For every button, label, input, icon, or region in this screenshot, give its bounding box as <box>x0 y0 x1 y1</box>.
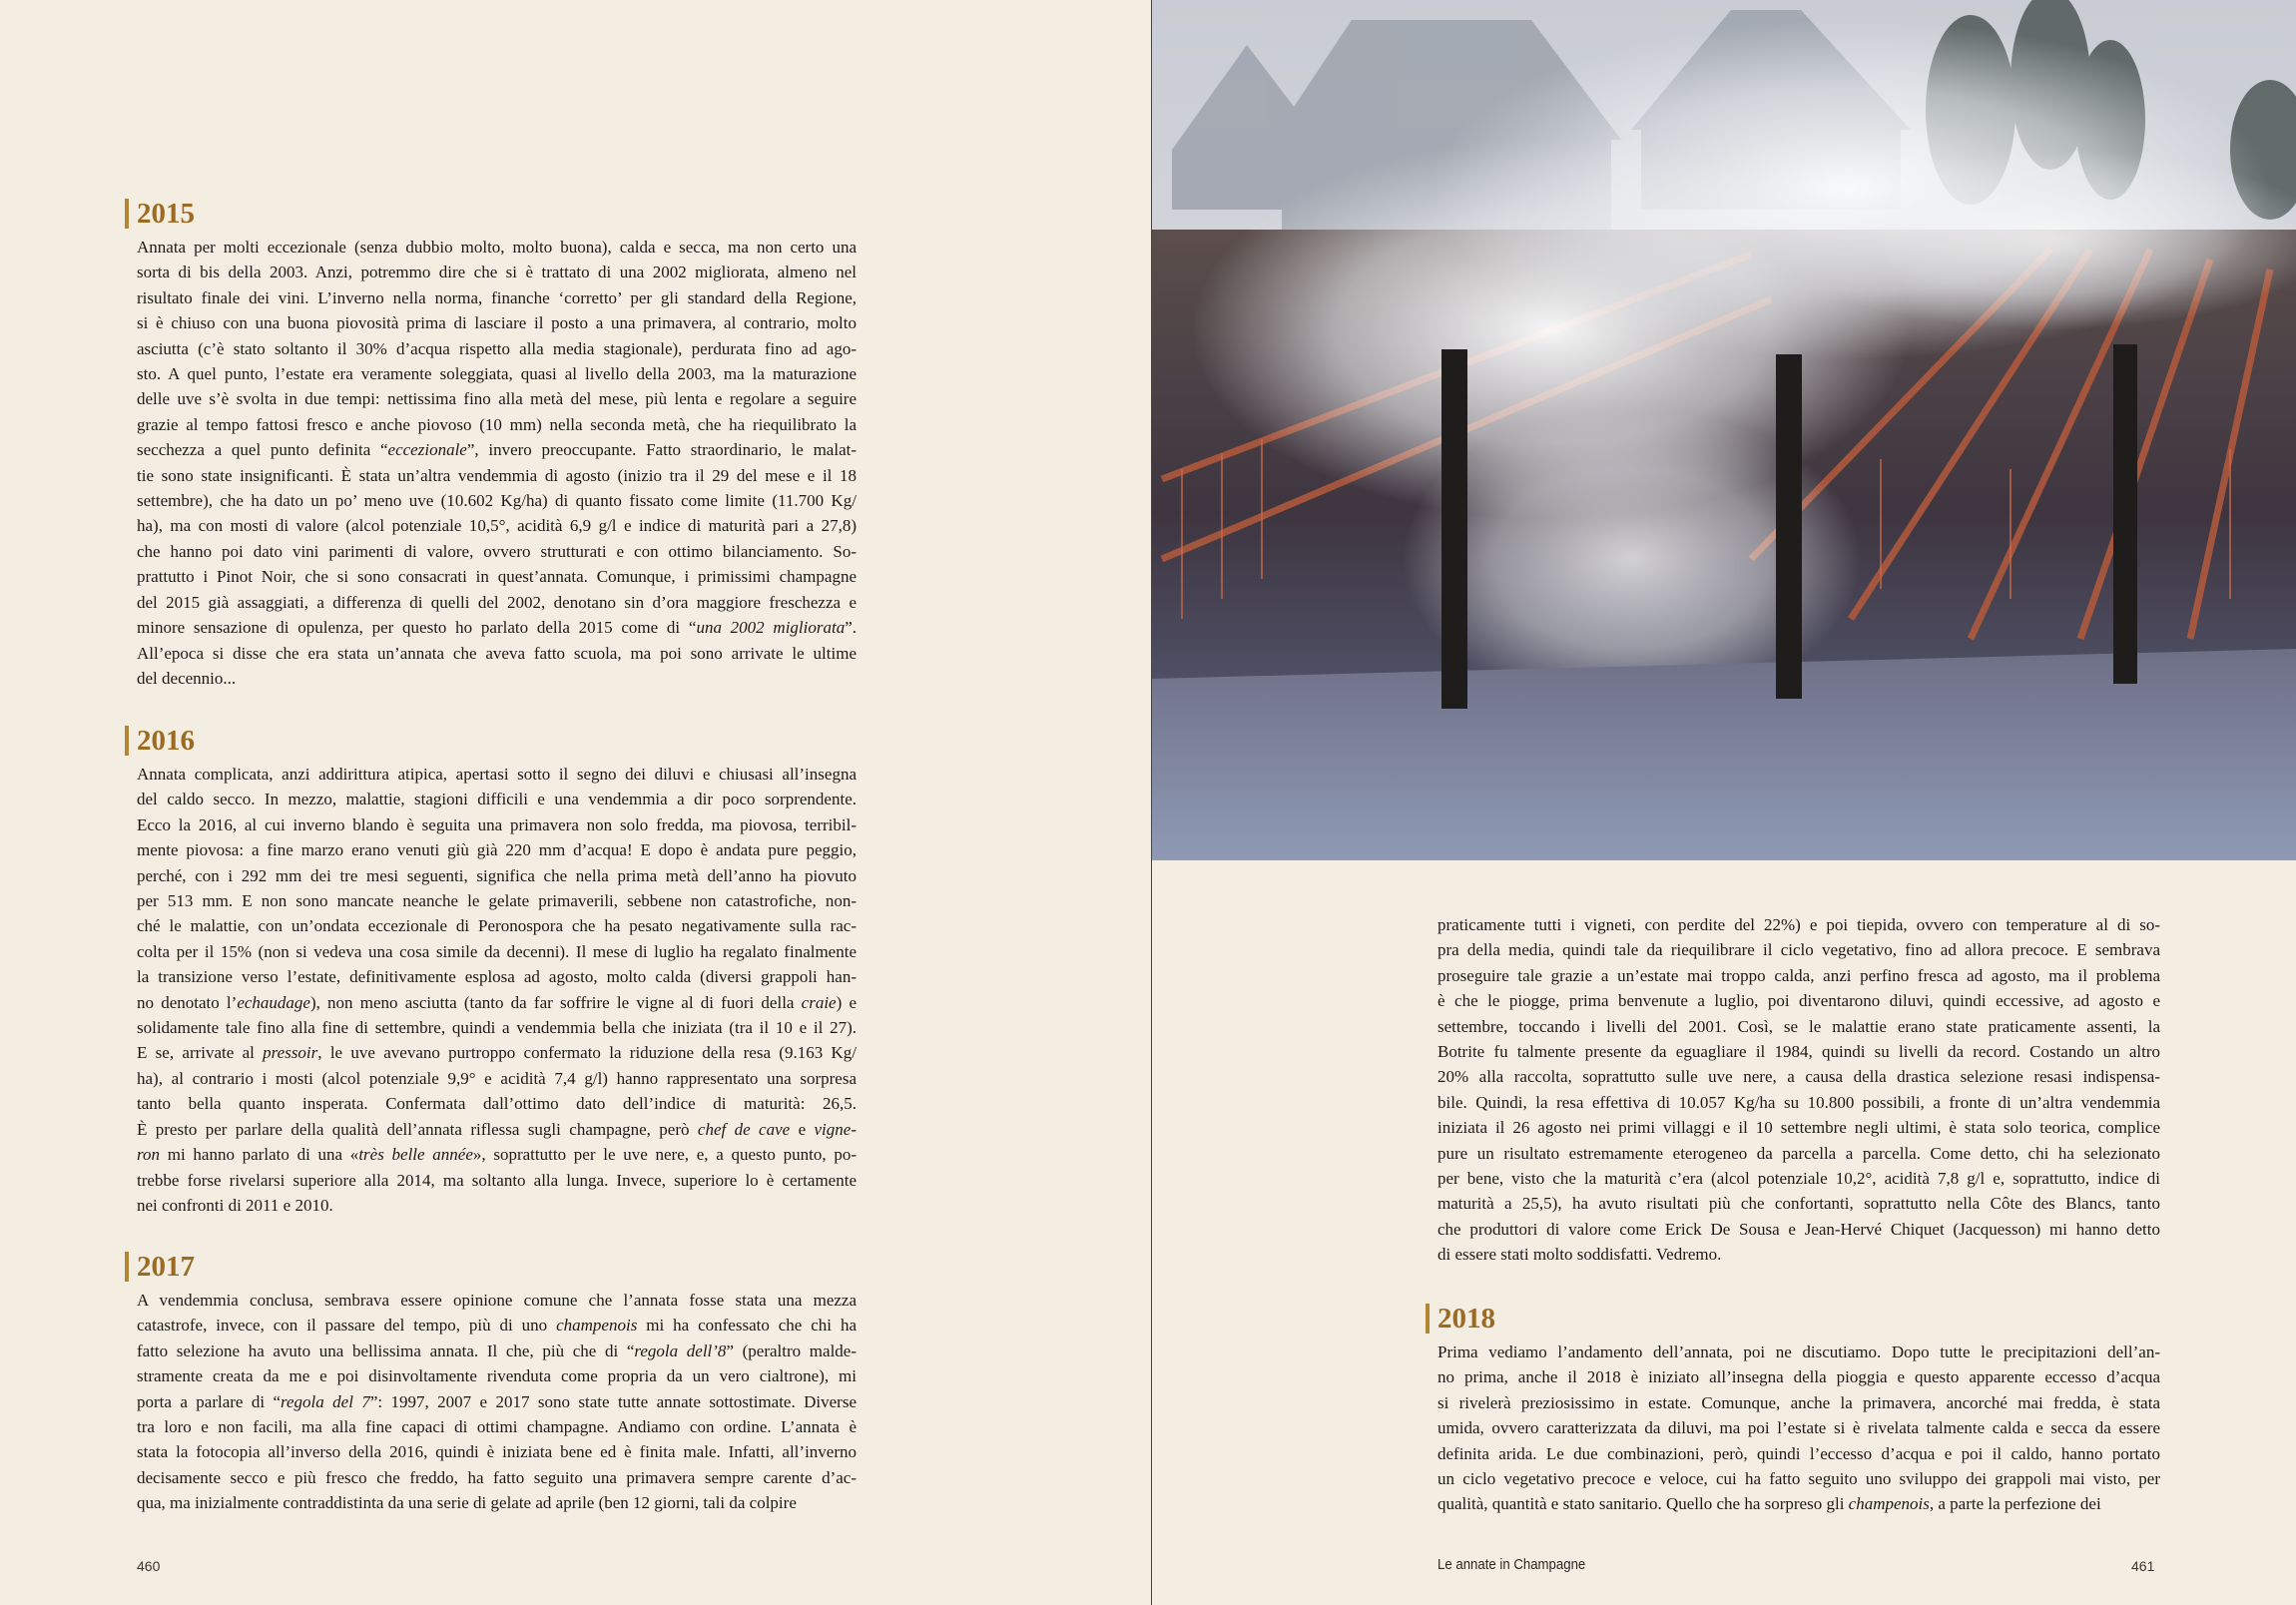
year-heading: 2017 <box>127 1250 857 1284</box>
text-line: ron mi hanno parlato di una «très belle année», soprattutto per le uve nere, e, a questo punto, po- <box>137 1145 857 1165</box>
text-line: fatto selezione ha avuto una bellissima annata. Il che, più che di “regola dell’8” (peraltro malde- <box>137 1340 857 1360</box>
section-2015 <box>137 197 857 691</box>
text-line: tie sono state insignificanti. È stata un’altra vendemmia di agosto (inizio tra il 29 del mese e il 18 <box>137 465 857 485</box>
text-line: di essere stati molto soddisfatti. Vedremo. <box>1437 1245 1722 1265</box>
text-line: settembre), che ha dato un po’ meno uve (10.602 Kg/ha) di quanto fissato come limite (11.700 Kg/ <box>137 491 857 511</box>
text-line: E se, arrivate al pressoir, le uve avevano purtroppo confermato la riduzione della resa (9.163 Kg/ <box>137 1043 858 1063</box>
text-line: praticamente tutti i vigneti, con perdite del 22%) e poi tiepida, ovvero con temperature al di so- <box>1437 915 2160 934</box>
text-line: per 513 mm. E non sono mancate neanche le gelate primaverili, sebbene non catastrofiche, non- <box>137 891 857 911</box>
text-line: la transizione verso l’estate, definitivamente esplosa ad agosto, molto calda (diversi grappoli han- <box>137 967 857 987</box>
text-line: sto. A quel punto, l’estate era veramente soleggiata, quasi al livello della 2003, ma la maturazione <box>137 364 857 384</box>
text-line: risultato finale dei vini. L’inverno nella norma, finanche ‘corretto’ per gli standard della Regione, <box>137 287 857 307</box>
text-line: delle uve s’è svolta in due tempi: nettissima fino alla metà del mese, più lenta e regolare a seguire <box>137 389 857 409</box>
section-2017-continued <box>1437 912 2160 1268</box>
year-heading: 2016 <box>127 724 857 758</box>
text-line: qua, ma inizialmente contraddistinta da una serie di gelate ad aprile (ben 12 giorni, tali da colpire <box>137 1493 797 1513</box>
text-line: è che le piogge, prima benvenute a luglio, poi diventarono diluvi, quindi eccessive, ad agosto e <box>1437 991 2160 1011</box>
text-line: definita arida. Le due combinazioni, però, quindi l’eccesso d’acqua e poi il caldo, hanno portato <box>1437 1443 2160 1463</box>
text-line: stata la fotocopia all’inverso della 2016, quindi è iniziata bene ed è finita male. Infatti, all’inverno <box>137 1442 857 1462</box>
text-line: iniziata il 26 agosto nei primi villaggi e il 10 settembre negli ultimi, è stata solo teorica, complice <box>1437 1118 2160 1138</box>
text-line: del 2015 già assaggiati, a differenza di quelli del 2002, denotano sin d’ora maggiore freschezza e <box>137 592 857 612</box>
text-line: porta a parlare di “regola del 7”: 1997, 2007 e 2017 sono state tutte annate sottostimate. Diverse <box>137 1391 857 1411</box>
text-line: A vendemmia conclusa, sembrava essere opinione comune che l’annata fosse stata una mezza <box>137 1291 857 1310</box>
running-head: Le annate in Champagne <box>1437 1556 1586 1573</box>
text-line: maturità a 25,5), ha avuto risultati più che confortanti, soprattutto nella Côte des Blancs, tanto <box>1437 1194 2160 1214</box>
text-line: nei confronti di 2011 e 2010. <box>137 1195 333 1215</box>
text-line: 20% alla raccolta, soprattutto sulle uve nere, a causa della drastica selezione resasi indispensa- <box>1437 1067 2160 1087</box>
text-line: trebbe forse rivelarsi superiore alla 2014, ma soltanto alla lunga. Invece, superiore lo è certamente <box>137 1170 857 1190</box>
right-page <box>1152 0 2296 1605</box>
text-line: Ecco la 2016, al cui inverno blando è seguita una primavera non solo fredda, ma piovosa, terribil- <box>137 814 857 834</box>
text-line: minore sensazione di opulenza, per questo ho parlato della 2015 come di “una 2002 migliorata”. <box>137 618 858 638</box>
text-line: prattutto i Pinot Noir, che si sono consacrati in quest’annata. Comunque, i primissimi champagne <box>137 567 857 587</box>
section-2017 <box>137 1250 857 1516</box>
year-heading: 2018 <box>1428 1302 2160 1336</box>
section-body <box>137 1288 857 1516</box>
text-line: Annata complicata, anzi addirittura atipica, apertasi sotto il segno dei diluvi e chiusasi all’insegna <box>137 765 857 784</box>
text-line: decisamente secco e più fresco che freddo, ha fatto seguito una primavera sempre carente d’ac- <box>137 1467 857 1487</box>
text-line: per bene, visto che la maturità c’era (alcol potenziale 10,2°, acidità 7,8 g/l e, soprattutto, indice di <box>1437 1169 2160 1189</box>
page-number: 461 <box>2131 1558 2155 1574</box>
text-line: che hanno poi dato vini parimenti di valore, ovvero strutturati e con ottimo bilanciamento. So- <box>137 541 857 561</box>
text-line: secchezza a quel punto definita “eccezionale”, invero preoccupante. Fatto straordinario, le malat- <box>137 440 857 460</box>
text-line: che produttori di valore come Erick De Sousa e Jean-Hervé Chiquet (Jacquesson) mi hanno detto <box>1437 1219 2160 1239</box>
section-body <box>1437 912 2160 1268</box>
text-line: tra loro e non facili, ma alla fine capaci di ottimi champagne. Andiamo con ordine. L’annata è <box>137 1417 857 1437</box>
text-line: settembre, toccando i livelli del 2001. Così, se le malattie erano state praticamente assenti, la <box>1437 1016 2160 1036</box>
section-body <box>137 235 857 691</box>
text-line: si è chiuso con una buona piovosità prima di lasciare il posto a una primavera, al contrario, molto <box>137 313 857 333</box>
text-line: del caldo secco. In mezzo, malattie, stagioni difficili e una vendemmia a dir poco sorprendente. <box>137 790 857 809</box>
text-line: ha), al contrario i mosti (alcol potenziale 9,9° e acidità 7,4 g/l) hanno rappresentato una sorpresa <box>137 1068 857 1088</box>
text-line: si rivelerà preziosissimo in estate. Comunque, anche la primavera, ancorché mai fredda, è stata <box>1437 1392 2160 1412</box>
text-line: È presto per parlare della qualità dell’annata riflessa sugli champagne, però chef de cave e vigne- <box>137 1119 857 1139</box>
text-line: qualità, quantità e stato sanitario. Quello che ha sorpreso gli champenois, a parte la perfezione dei <box>1437 1494 2101 1514</box>
text-line: ha), ma con mosti di valore (alcol potenziale 10,5°, acidità 6,9 g/l e indice di maturità pari a 27,8) <box>137 516 857 536</box>
text-line: umida, ovvero caratterizzata da diluvi, ma poi l’estate si è rivelata talmente calda e secca da essere <box>1437 1418 2160 1438</box>
vineyard-photo <box>1152 0 2296 860</box>
text-line: solidamente tale fino alla fine di settembre, quindi a vendemmia bella che iniziata (tra il 10 e il 27). <box>137 1018 857 1038</box>
text-line: proseguire tale grazie a un’estate mai troppo calda, anzi perfino fresca ad agosto, ma il problema <box>1437 965 2160 985</box>
year-heading: 2015 <box>127 197 857 231</box>
text-line: no prima, anche il 2018 è iniziato all’insegna della pioggia e questo apparente eccesso d’acqua <box>1437 1367 2160 1387</box>
text-line: colta per il 15% (non si vedeva una cosa simile da decenni). Il mese di luglio ha regalato finalmente <box>137 941 857 961</box>
section-body <box>137 762 857 1218</box>
text-line: ché le malattie, con un’ondata eccezionale di Peronospora che ha pesato negativamente sulla rac- <box>137 916 857 936</box>
text-line: bile. Quindi, la resa effettiva di 10.057 Kg/ha su 10.800 possibili, a fronte di un’altra vendemmia <box>1437 1092 2160 1112</box>
text-line: no denotato l’echaudage), non meno asciutta (tanto da far soffrire le vigne al di fuori della craie) e <box>137 992 857 1012</box>
text-line: stramente creata da me e poi disinvoltamente rivenduta come propria da un vero cialtrone), mi <box>137 1366 857 1386</box>
text-line: Botrite fu talmente presente da eguagliare il 1984, quindi su livelli da record. Costando un altro <box>1437 1042 2160 1062</box>
text-line: mente piovosa: a fine marzo erano venuti giù già 220 mm d’acqua! E dopo è andata pure peggio, <box>137 840 857 860</box>
text-line: tanto bella quanto insperata. Confermata dall’ottimo dato dell’indice di maturità: 26,5. <box>137 1094 857 1114</box>
text-line: perché, con i 292 mm dei tre mesi seguenti, significa che nella prima metà dell’anno ha piovuto <box>137 865 857 885</box>
text-line: Annata per molti eccezionale (senza dubbio molto, molto buona), calda e secca, ma non certo una <box>137 238 857 257</box>
text-line: sorta di bis della 2003. Anzi, potremmo dire che si è trattato di una 2002 migliorata, almeno nel <box>137 263 857 282</box>
section-2016 <box>137 724 857 1218</box>
text-line: un ciclo vegetativo precoce e veloce, cui ha fatto seguito uno sviluppo dei grappoli mai visto, per <box>1437 1469 2160 1489</box>
page-number: 460 <box>137 1558 161 1574</box>
text-line: pure un risultato estremamente eterogeneo da parcella a parcella. Come detto, chi ha selezionato <box>1437 1143 2160 1163</box>
section-body <box>1437 1339 2160 1517</box>
text-line: Prima vediamo l’andamento dell’annata, poi ne discutiamo. Dopo tutte le precipitazioni dell’an- <box>1437 1342 2160 1361</box>
text-line: grazie al tempo fattosi fresco e anche piovoso (10 mm) nella seconda metà, che ha riequilibrato la <box>137 414 857 434</box>
text-line: asciutta (c’è stato soltanto il 30% d’acqua rispetto alla media stagionale), perdurata fino ad ago- <box>137 338 857 358</box>
text-line: All’epoca si disse che era stata un’annata che aveva fatto scuola, ma poi sono arrivate le ultime <box>137 643 857 663</box>
text-line: del decennio... <box>137 668 237 688</box>
section-2018 <box>1437 1302 2160 1517</box>
text-line: pra della media, quindi tale da riequilibrare il ciclo vegetativo, fino ad allora precoce. E sembrava <box>1437 940 2160 960</box>
text-line: catastrofe, invece, con il passare del tempo, più di uno champenois mi ha confessato che chi ha <box>137 1316 857 1336</box>
